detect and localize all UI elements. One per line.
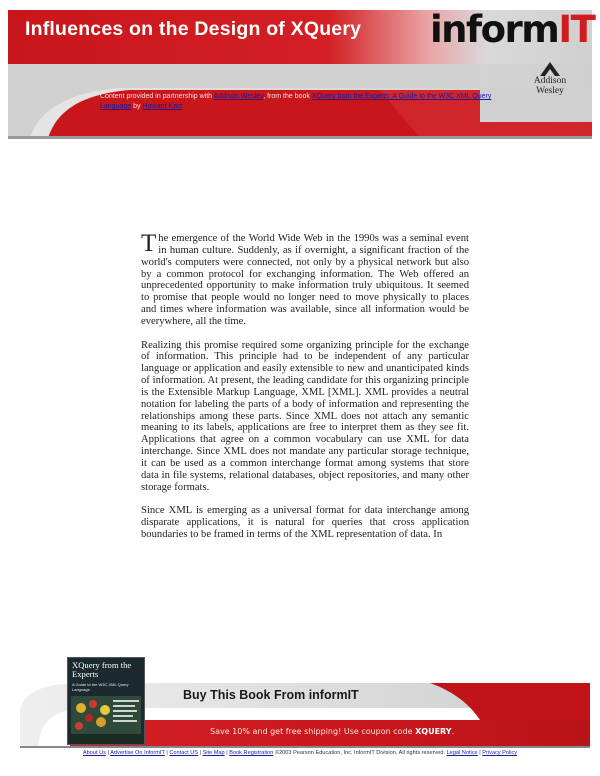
- book-cover-art-image: [71, 696, 141, 742]
- credits-prefix: Content provided in partnership with: [100, 93, 213, 100]
- publisher-name-line2: Wesley: [536, 86, 564, 96]
- article-body: [141, 230, 469, 553]
- book-cover-title: XQuery from the Experts: [72, 660, 132, 679]
- legal-notice-link[interactable]: Legal Notice: [446, 750, 478, 756]
- author-link[interactable]: Howard Katz: [142, 103, 183, 110]
- promo-code: XQUERY: [415, 727, 452, 736]
- copyright-text: ©2003 Pearson Education, Inc. InformIT Division. All rights reserved.: [274, 750, 445, 756]
- privacy-policy-link[interactable]: Privacy Policy: [482, 750, 518, 756]
- informit-logo-text: informIT: [430, 8, 595, 51]
- publisher-link[interactable]: Addison Wesley: [213, 93, 264, 100]
- publisher-name-line1: Addison: [533, 76, 567, 86]
- book-cover-subtitle: A Guide to the W3C XML Query Language: [72, 682, 129, 692]
- book-registration-link[interactable]: Book Registration: [229, 750, 274, 756]
- paragraph-1: The emergence of the World Wide Web in the 1990s was a seminal event in human culture. Suddenly, as if overnight, a significant fraction of the world's computers were connected, not only by a physical network but also by a common protocol for exchanging information. The Web offered an unprecedented opportunity to make information truly ubiquitous. It seemed to promise that people would no longer need to move physically to places and times where information was available, since all information would be everywhere, all the time.: [141, 230, 469, 327]
- book-cover[interactable]: [67, 657, 145, 745]
- about-us-link[interactable]: About Us: [82, 750, 106, 756]
- page-header: [0, 0, 600, 145]
- contact-link[interactable]: Contact US: [169, 750, 198, 756]
- page-title: Influences on the Design of XQuery: [25, 18, 362, 40]
- addison-wesley-logo[interactable]: [525, 62, 575, 96]
- site-map-link[interactable]: Site Map: [202, 750, 225, 756]
- drop-cap: T: [141, 230, 157, 257]
- buy-book-link[interactable]: Buy This Book From informIT: [183, 688, 359, 702]
- advertise-link[interactable]: Advertise On InformIT: [110, 750, 165, 756]
- footer-links: About Us | Advertise On InformIT | Contact US | Site Map | Book Registration ©2003 Pearson Education, Inc. InformIT Division. All rights reserved. Legal Notice | Privacy Policy: [82, 750, 518, 756]
- paragraph-3: Since XML is emerging as a universal format for data interchange among disparate applications, it is natural for queries that cross application boundaries to be framed in terms of the XML representation of data. In: [141, 505, 469, 540]
- promo-text: Save 10% and get free shipping! Use coupon code XQUERY.: [210, 727, 455, 736]
- credits-middle: , from the book: [263, 93, 310, 100]
- content-credits: [100, 92, 520, 112]
- paragraph-2: Realizing this promise required some organizing principle for the exchange of information. This principle had to be independent of any particular language or application and easily extensible to new and unanticipated kinds of information. At present, the leading candidate for this organizing principle is the Extensible Markup Language, XML [XML]. XML provides a neutral notation for labeling the parts of a body of information and representing the relationships among these parts. Since XML does not attach any semantic meaning to its labels, applications are free to interpret them as they see fit. Applications that agree on a common vocabulary can use XML for data interchange. Since XML does not mandate any particular storage technique, it can be used as a common interchange format among systems that store data in file systems, relational databases, object repositories, and many other storage formats.: [141, 339, 469, 493]
- credits-by: by: [133, 103, 141, 110]
- informit-logo[interactable]: [424, 8, 595, 58]
- book-link[interactable]: XQuery from the Experts: A Guide to the W3C XML Query Language: [100, 93, 492, 110]
- addison-wesley-triangle-icon: [540, 62, 560, 76]
